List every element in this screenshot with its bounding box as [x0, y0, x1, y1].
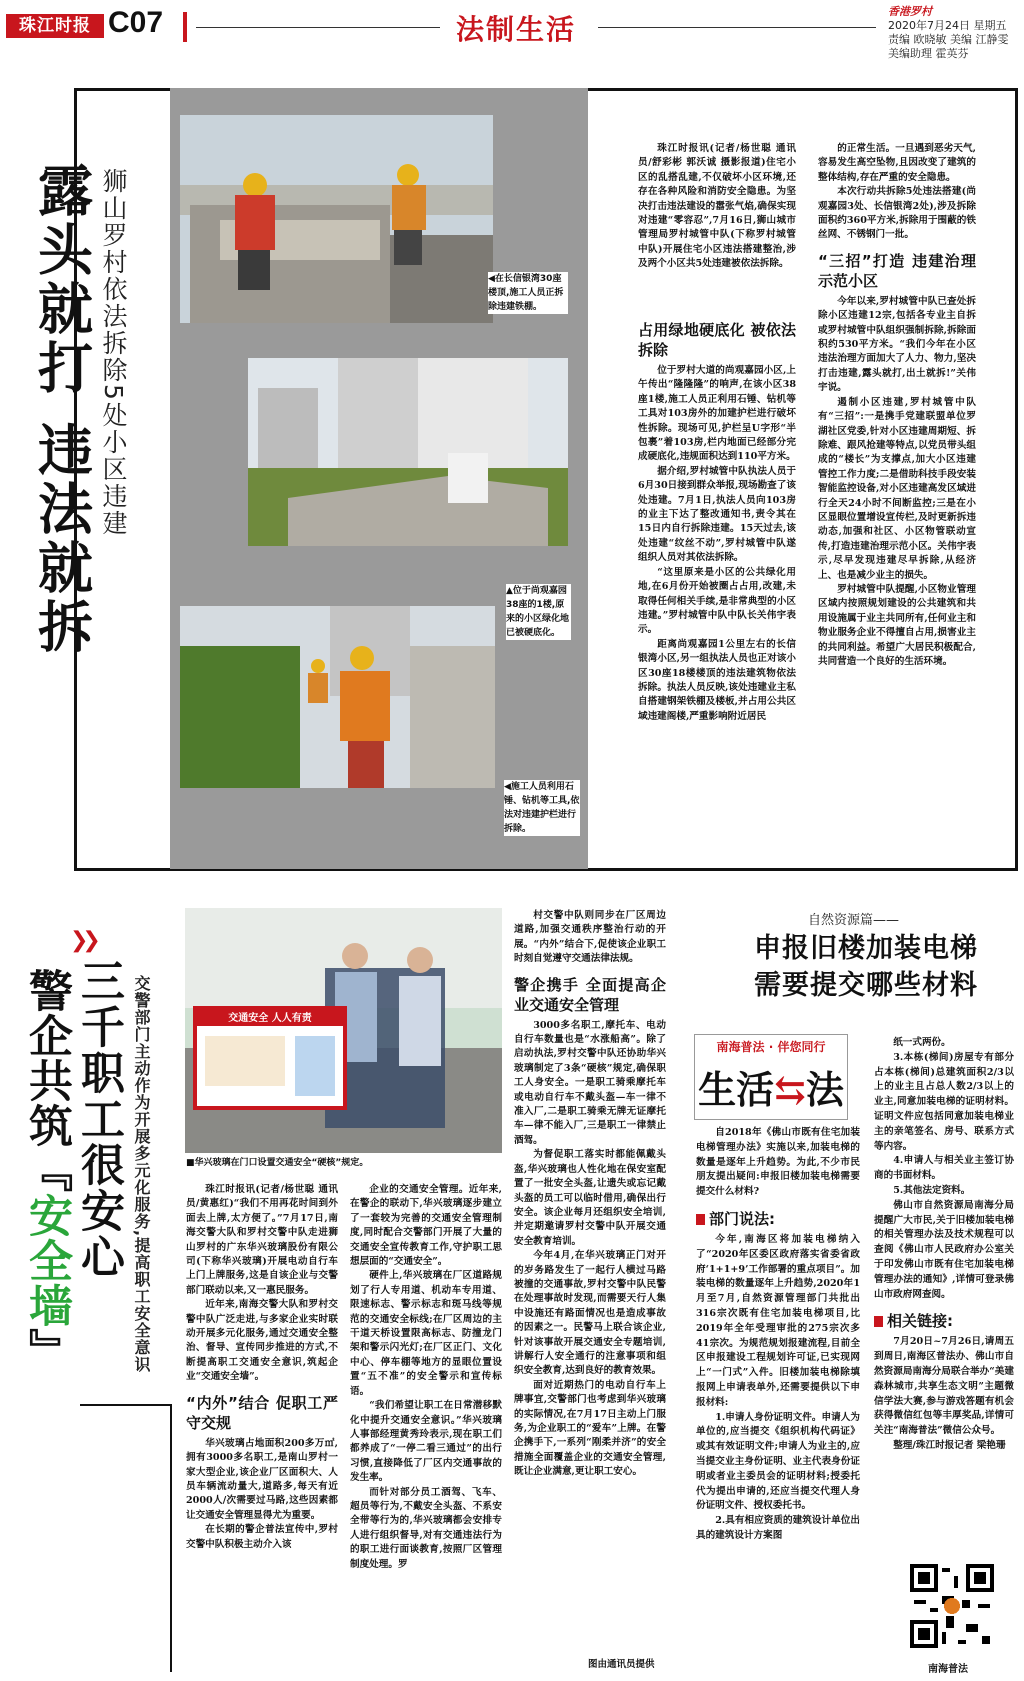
- story3-column-2: 纸一式两份。 3.本栋(梯间)房屋专有部分占本栋(梯间)总建筑面积2/3以上的业主且占总人数2/3以上的业主,同意加装电梯的证明材料。证明文件应包括同意加装电梯业主的亲笔签名、房号、联系方式等内容。 4.申请人与相关业主签订协商的书面材料。 5.其他法定资料。 佛山市自然资源局南海分局提醒广大市民,关于旧楼加装电梯的相关管理办法及技术规程可以查阅《佛山市人民政府办公室关于印发佛山市既有住宅加装电梯管理办法的通知》,详情可登录佛山市政府网查阅。 相关链接: 7月20日~7月26日,请周五到周日,南海区普法办、佛山市自然资源局南海分局联合举办“美建森林城市,共享生态文明”主题微信学法大赛,参与游戏答题有机会获得微信红包等丰厚奖品,详情可关注“南海普法”微信公众号。 整理/珠江时报记者 梁艳珊: [874, 1036, 1014, 1551]
- law-column-badge: [694, 1034, 848, 1120]
- reporter-credit: 整理/珠江时报记者 梁艳珊: [893, 1439, 1006, 1451]
- qr-code[interactable]: [906, 1560, 998, 1652]
- photo-caption-3: ◀施工人员利用石锤、钻机等工具,依法对违建护栏进行拆除。: [504, 782, 580, 834]
- svg-text:交通安全 人人有责: 交通安全 人人有责: [228, 1013, 312, 1024]
- badge-tagline: 南海普法 · 伴您同行: [716, 1040, 826, 1054]
- header-rule-right: [598, 27, 876, 28]
- photo-credit: 图由通讯员提供: [588, 1659, 655, 1670]
- story3-column-1: 自2018年《佛山市既有住宅加装电梯管理办法》实施以来,加装电梯的数量是逐年上升趋势。为此,不少市民朋友提出疑问:申报旧楼加装电梯需要提交什么材料? 部门说法: 今年,南海区将加装电梯纳入了“2020年区委区政府落实省委省政府‘1+1+9’工作部署的重点项目”。加装电梯的数量逐年上升趋势,2020年1月至7月,自然资源管理部门共批出316宗次既有住宅加装电梯项目,比2019年全年受理审批的275宗次多41宗次。为规范规划报建流程,目前全区申报建设工程规划许可证,已实现网上“一门式”入件。旧楼加装电梯除填报网上申请表单外,还需要提供以下申报材料: 1.申请人身份证明文件。申请人为单位的,应当提交《组织机构代码证》或其有效证明文件;申请人为业主的,应当提交业主身份证明、业主代表身份证明或者业主委员会的证明材料;授委托代为提出申请的,还应当提交代理人身份证明文件、授权委托书。 2.具有相应资质的建筑设计单位出具的建筑设计方案图: [696, 1127, 860, 1541]
- story2-headline-part1: 警企共筑『安全墙』: [21, 968, 72, 1373]
- badge-title: 生活⇆法: [698, 1067, 844, 1112]
- story3-subhead-1: 部门说法:: [696, 1208, 860, 1229]
- photo-police-at-factory: [185, 908, 502, 1153]
- photo-caption-1: ◀在长信银湾30座楼顶,施工人员正拆除违建铁棚。: [488, 272, 568, 314]
- story2-rule: [80, 1404, 170, 1406]
- story2-rule-vertical: [170, 1404, 172, 1672]
- story1-column-3: 的正常生活。一旦遇到恶劣天气,容易发生高空坠物,且因改变了建筑的整体结构,存在严重的安全隐患。 本次行动共拆除5处违法搭建(尚观嘉园3处、长信银湾2处),涉及拆除面积约360平方米,拆除用于围蔽的铁丝网、不锈钢门一批。 “三招”打造 违建治理示范小区 今年以来,罗村城管中队已查处拆除小区违建12宗,包括各专业主自拆或罗村城管中队组织强制拆除,拆除面积约530平方米。“我们今年在小区违法治理方面加大了人力、物力,坚决打击违建,露头就打,出土就拆!”关伟宇说。 遏制小区违建,罗村城管中队有“三招”:一是携手党建联盟单位罗湖社区党委,针对小区违建周期短、拆除难、跟风抢建等特点,以党员带头组成的“楼长”为支撑点,加大小区违建管控工作力度;二是借助科技手段安装智能监控设备,对小区违建高发区域进行全天24小时不间断监控;三是在小区显眼位置增设宣传栏,及时更新拆违动态,加强和社区、小区物管联动宣传,打造违建治理示范小区。关伟宇表示,尽早发现违建尽早拆除,从经济上、也是减少业主的损失。 罗村城管中队提醒,小区物业管理区域内按照规划建设的公共建筑和共用设施属于业主共同所有,任何业主和物业服务企业不得擅自占用,损害业主的共同利益。希望广大居民积极配合,共同营造一个良好的生活环境。: [818, 143, 976, 667]
- story1-subhead-1: 占用绿地硬底化 被依法拆除: [638, 321, 796, 359]
- story1-column-2: 占用绿地硬底化 被依法拆除 位于罗村大道的尚观嘉园小区,上午传出“隆隆隆”的响声,在该小区38座1楼,施工人员正利用石锤、钻机等工具对103房外的加建护栏进行破坏性拆除。现场可见,护栏呈U字形“半包裹”着103房,栏内地面已经部分完成硬底化,违规面积达到110平方米。 据介绍,罗村城管中队执法人员于6月30日接到群众举报,现场勘查了该处违建。7月1日,执法人员向103房的业主下达了整改通知书,责令其在15日内自行拆除违建。15天过去,该处违建“纹丝不动”,罗村城管中队遂组织人员对其依法拆除。 “这里原来是小区的公共绿化用地,在6月份开始被圈占占用,改建,未取得任何相关手续,是非常典型的小区违建。”罗村城管中队中队长关伟宇表示。 距离尚观嘉园1公里左右的长信银湾小区,另一组执法人员也正对该小区30座18楼楼顶的违法建筑物依法拆除。执法人员反映,该处违建业主私自搭建钢架铁棚及楼板,并占用公共区域违建阁楼,严重影响附近居民: [638, 321, 796, 722]
- story1-column-1: 珠江时报讯(记者/杨世聪 通讯员/舒彩彬 郭沃诚 摄影报道)住宅小区的乱搭乱建,不仅破坏小区环境,还存在各种风险和消防安全隐患。为坚决打击违法建设的嚣张气焰,确保实现对违建“零容忍”,7月16日,狮山城市管理局罗村城管中队(下称罗村城管中队)开展住宅小区违法搭建整治,涉及两个小区共5处违建被依法拆除。: [638, 143, 796, 270]
- photo-caption-2: ▲位于尚观嘉园38座的1楼,原来的小区绿化地已被硬底化。: [506, 586, 570, 638]
- story2-subhead-2: 警企携手 全面提高企业交通安全管理: [514, 975, 666, 1014]
- story2-subhead-1: “内外”结合 促职工严守交规: [186, 1393, 338, 1432]
- story2-column-3: 村交警中队则同步在厂区周边道路,加强交通秩序整治行动的开展。“内外”结合下,促使该企业职工时刻自觉遵守交通法律法规。 警企携手 全面提高企业交通安全管理 3000多名职工,摩托车、电动自行车数量也是“水涨船高”。除了启动执法,罗村交警中队还协助华兴玻璃制定了3条“硬核”规定,确保职工人身安全。一是职工骑乘摩托车或电动自行车不戴头盔—车一律不准入厂,二是职工骑乘无牌无证摩托车—律不能入厂,三是职工一律禁止酒驾。 为督促职工落实时都能佩戴头盔,华兴玻璃也人性化地在保安室配置了一批安全头盔,让遗失或忘记戴头盔的员工可以临时借用,确保出行安全。该企业每月还组织安全培训,并定期邀请罗村交警中队开展交通安全教育培训。 今年4月,在华兴玻璃正门对开的岁务路发生了一起行人横过马路被撞的交通事故,罗村交警中队民警在处理事故时发现,而需要天行人集中设施还有路面情况也是造成事故的因素之一。民警马上联合该企业,针对该事故开展交通安全专题培训,讲解行人安全通行的注意事项和组织安全教育,达到良好的教育效果。 面对近期热门的电动自行车上牌事宜,交警部门也考虑到华兴玻璃的实际情况,在7月17日主动上门服务,为企业职工的“爱车”上牌。在警企携手下,一系列“刚柔并济”的安全措施全面覆盖企业的交通安全管理,既让企业满意,更让职工安心。: [514, 910, 666, 1478]
- header-brand: 香港罗村: [888, 5, 932, 18]
- header-rule-left: [196, 27, 440, 28]
- story3-kicker: 自然资源篇——: [808, 913, 900, 928]
- story2-column-2: 企业的交通安全管理。近年来,在警企的联动下,华兴玻璃逐步建立了一套较为完善的交通安全管理制度,同时配合交警部门开展了大量的交通安全宣传教育工作,守护职工思想层面的“交通安全”。 硬件上,华兴玻璃在厂区道路规划了行人专用道、机动车专用道、限速标志、警示标志和斑马线等规范的交通安全标线;在厂区周边的主干道天桥设置限高标志、防撞龙门架和警示闪光灯;在厂区正门、文化中心、停车棚等地方的显眼位置设置“五不准”的安全警示和宣传标语。 “我们希望让职工在日常潜移默化中提升交通安全意识。”华兴玻璃人事部经理黄秀玲表示,现在职工们都养成了“一停二看三通过”的出行习惯,直接降低了厂区内交通事故的发生率。 而针对部分员工酒驾、飞车、超员等行为,不戴安全头盔、不系安全带等行为的,华兴玻璃都会安排专人进行组织督导,对有交通违法行为的职工进行面谈教育,按照厂区管理制度处理。罗: [350, 1184, 502, 1570]
- story2-subhead: 交警部门主动作为开展多元化服务,提高职工安全意识: [132, 975, 151, 1374]
- photo-caption-police: ■华兴玻璃在门口设置交通安全“硬核”规定。: [186, 1158, 369, 1168]
- section-title: 法制生活: [456, 13, 577, 46]
- story-subhead: 狮山罗村依法拆除5处小区违建: [99, 168, 128, 537]
- photo-paved-greenland: [248, 358, 568, 546]
- photo-railing-demolition: [180, 606, 495, 788]
- story3-headline: 申报旧楼加装电梯 需要提交哪些材料: [754, 933, 978, 1001]
- editor-line-1: 责编 欧晓敏 美编 江静雯: [888, 33, 1009, 46]
- story1-subhead-2: “三招”打造 违建治理示范小区: [818, 251, 976, 290]
- story2-column-1: 珠江时报讯(记者/杨世聪 通讯员/黄惠红)“我们不用再花时间到外面去上牌,太方便了。”7月17日,南海交警大队和罗村交警中队走进狮山罗村的广东华兴玻璃股份有限公司(下称华兴玻璃)开展电动自行车上门上牌服务,这是自该企业与交警部门联动以来,又一惠民服务。 近年来,南海交警大队和罗村交警中队广泛走进,与多家企业实时联动开展多元化服务,通过交通安全整治、督导、宣传同步推进的方式,不断提高职工交通安全意识,筑起企业“交通安全墙”。 “内外”结合 促职工严守交规 华兴玻璃占地面积200多万㎡,拥有3000多名职工,是南山罗村一家大型企业,该企业厂区面积大、人员车辆流动量大,道路多,每天有近2000人/次需要过马路,这些因素都让交通安全管理显得尤为重要。 在长期的警企普法宣传中,罗村交警中队积极主动介入该: [186, 1184, 338, 1550]
- story3-subhead-2: 相关链接:: [874, 1310, 1014, 1331]
- header-meta: [888, 5, 1009, 61]
- newspaper-logo: 珠江时报: [6, 14, 104, 38]
- story2-headline-part2: 三千职工很安心: [73, 958, 124, 1280]
- qr-caption: 南海普法: [928, 1664, 968, 1675]
- photo-rooftop-demolition: [180, 115, 493, 323]
- issue-date: 2020年7月24日 星期五: [888, 19, 1007, 32]
- chevron-right-icon: ❯❯: [70, 928, 95, 953]
- editor-line-2: 美编助理 霍英芬: [888, 47, 969, 60]
- header-divider: [183, 12, 187, 42]
- story-headline: 露头就打 违法就拆: [29, 162, 94, 658]
- page-number: C07: [108, 6, 164, 39]
